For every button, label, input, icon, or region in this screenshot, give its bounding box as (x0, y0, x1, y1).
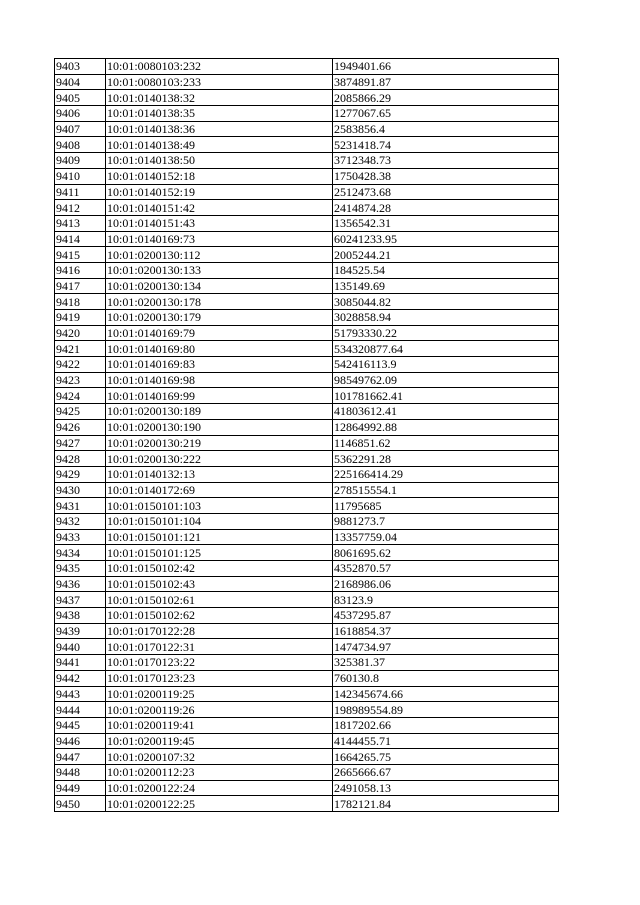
value-cell: 5362291.28 (333, 451, 559, 467)
value-cell: 760130.8 (333, 670, 559, 686)
table-row (55, 153, 559, 169)
row-number-cell: 9439 (55, 623, 106, 639)
table-row (55, 215, 559, 231)
table-row (55, 121, 559, 137)
row-number-cell: 9433 (55, 529, 106, 545)
table-row (55, 372, 559, 388)
row-number-cell: 9420 (55, 325, 106, 341)
cadastral-number-cell: 10:01:0200130:112 (106, 247, 333, 263)
table-row (55, 357, 559, 373)
row-number-cell: 9442 (55, 670, 106, 686)
cadastral-number-cell: 10:01:0140169:98 (106, 372, 333, 388)
row-number-cell: 9408 (55, 137, 106, 153)
table-row (55, 184, 559, 200)
cadastral-number-cell: 10:01:0150102:62 (106, 608, 333, 624)
value-cell: 534320877.64 (333, 341, 559, 357)
value-cell: 1277067.65 (333, 106, 559, 122)
value-cell: 1618854.37 (333, 623, 559, 639)
row-number-cell: 9426 (55, 419, 106, 435)
value-cell: 3874891.87 (333, 74, 559, 90)
cadastral-number-cell: 10:01:0140138:35 (106, 106, 333, 122)
row-number-cell: 9445 (55, 717, 106, 733)
table-row (55, 796, 559, 812)
cadastral-number-cell: 10:01:0140132:13 (106, 466, 333, 482)
cadastral-number-cell: 10:01:0170122:28 (106, 623, 333, 639)
cadastral-number-cell: 10:01:0200130:133 (106, 262, 333, 278)
data-table (54, 58, 559, 812)
table-row (55, 576, 559, 592)
table-row (55, 655, 559, 671)
value-cell: 5231418.74 (333, 137, 559, 153)
table-row (55, 451, 559, 467)
table-row (55, 670, 559, 686)
value-cell: 2665666.67 (333, 764, 559, 780)
cadastral-number-cell: 10:01:0200130:179 (106, 310, 333, 326)
table-row (55, 341, 559, 357)
row-number-cell: 9419 (55, 310, 106, 326)
value-cell: 8061695.62 (333, 545, 559, 561)
table-row (55, 764, 559, 780)
table-row (55, 702, 559, 718)
table-row (55, 498, 559, 514)
row-number-cell: 9406 (55, 106, 106, 122)
table-row (55, 325, 559, 341)
row-number-cell: 9449 (55, 780, 106, 796)
table-row (55, 262, 559, 278)
row-number-cell: 9412 (55, 200, 106, 216)
value-cell: 1664265.75 (333, 749, 559, 765)
row-number-cell: 9405 (55, 90, 106, 106)
value-cell: 4352870.57 (333, 561, 559, 577)
cadastral-number-cell: 10:01:0170122:31 (106, 639, 333, 655)
cadastral-number-cell: 10:01:0200130:178 (106, 294, 333, 310)
cadastral-number-cell: 10:01:0170123:22 (106, 655, 333, 671)
cadastral-number-cell: 10:01:0200130:190 (106, 419, 333, 435)
table-row (55, 90, 559, 106)
value-cell: 278515554.1 (333, 482, 559, 498)
value-cell: 9881273.7 (333, 513, 559, 529)
cadastral-number-cell: 10:01:0150102:42 (106, 561, 333, 577)
value-cell: 198989554.89 (333, 702, 559, 718)
cadastral-number-cell: 10:01:0140152:18 (106, 168, 333, 184)
cadastral-number-cell: 10:01:0140151:42 (106, 200, 333, 216)
row-number-cell: 9409 (55, 153, 106, 169)
cadastral-number-cell: 10:01:0140151:43 (106, 215, 333, 231)
value-cell: 1782121.84 (333, 796, 559, 812)
cadastral-number-cell: 10:01:0080103:232 (106, 59, 333, 75)
row-number-cell: 9421 (55, 341, 106, 357)
cadastral-number-cell: 10:01:0150102:61 (106, 592, 333, 608)
row-number-cell: 9429 (55, 466, 106, 482)
table-row (55, 466, 559, 482)
row-number-cell: 9428 (55, 451, 106, 467)
cadastral-number-cell: 10:01:0170123:23 (106, 670, 333, 686)
table-row (55, 545, 559, 561)
value-cell: 1817202.66 (333, 717, 559, 733)
value-cell: 4144455.71 (333, 733, 559, 749)
row-number-cell: 9414 (55, 231, 106, 247)
value-cell: 225166414.29 (333, 466, 559, 482)
cadastral-number-cell: 10:01:0200119:45 (106, 733, 333, 749)
value-cell: 3712348.73 (333, 153, 559, 169)
cadastral-number-cell: 10:01:0140138:50 (106, 153, 333, 169)
table-row (55, 780, 559, 796)
cadastral-number-cell: 10:01:0150101:125 (106, 545, 333, 561)
value-cell: 101781662.41 (333, 388, 559, 404)
value-cell: 11795685 (333, 498, 559, 514)
table-row (55, 247, 559, 263)
cadastral-number-cell: 10:01:0200130:222 (106, 451, 333, 467)
value-cell: 1146851.62 (333, 435, 559, 451)
table-row (55, 686, 559, 702)
row-number-cell: 9447 (55, 749, 106, 765)
row-number-cell: 9425 (55, 404, 106, 420)
value-cell: 98549762.09 (333, 372, 559, 388)
table-row (55, 623, 559, 639)
cadastral-number-cell: 10:01:0150101:104 (106, 513, 333, 529)
cadastral-number-cell: 10:01:0140152:19 (106, 184, 333, 200)
cadastral-number-cell: 10:01:0140138:36 (106, 121, 333, 137)
row-number-cell: 9431 (55, 498, 106, 514)
table-row (55, 608, 559, 624)
cadastral-number-cell: 10:01:0140138:32 (106, 90, 333, 106)
cadastral-number-cell: 10:01:0140169:80 (106, 341, 333, 357)
cadastral-number-cell: 10:01:0200107:32 (106, 749, 333, 765)
cadastral-number-cell: 10:01:0200130:189 (106, 404, 333, 420)
value-cell: 1750428.38 (333, 168, 559, 184)
table-row (55, 717, 559, 733)
row-number-cell: 9448 (55, 764, 106, 780)
table-row (55, 59, 559, 75)
cadastral-number-cell: 10:01:0150101:121 (106, 529, 333, 545)
cadastral-number-cell: 10:01:0200130:219 (106, 435, 333, 451)
cadastral-number-cell: 10:01:0140169:79 (106, 325, 333, 341)
table-row (55, 310, 559, 326)
row-number-cell: 9440 (55, 639, 106, 655)
row-number-cell: 9410 (55, 168, 106, 184)
row-number-cell: 9437 (55, 592, 106, 608)
cadastral-number-cell: 10:01:0200130:134 (106, 278, 333, 294)
value-cell: 2583856.4 (333, 121, 559, 137)
table-row (55, 592, 559, 608)
table-row (55, 529, 559, 545)
value-cell: 3085044.82 (333, 294, 559, 310)
cadastral-number-cell: 10:01:0200122:25 (106, 796, 333, 812)
row-number-cell: 9438 (55, 608, 106, 624)
value-cell: 83123.9 (333, 592, 559, 608)
value-cell: 2005244.21 (333, 247, 559, 263)
row-number-cell: 9444 (55, 702, 106, 718)
cadastral-number-cell: 10:01:0150101:103 (106, 498, 333, 514)
row-number-cell: 9436 (55, 576, 106, 592)
table-row (55, 561, 559, 577)
value-cell: 1356542.31 (333, 215, 559, 231)
table-row (55, 404, 559, 420)
cadastral-number-cell: 10:01:0200112:23 (106, 764, 333, 780)
value-cell: 2491058.13 (333, 780, 559, 796)
value-cell: 1474734.97 (333, 639, 559, 655)
row-number-cell: 9430 (55, 482, 106, 498)
value-cell: 2168986.06 (333, 576, 559, 592)
value-cell: 13357759.04 (333, 529, 559, 545)
value-cell: 542416113.9 (333, 357, 559, 373)
cadastral-number-cell: 10:01:0140138:49 (106, 137, 333, 153)
table-row (55, 200, 559, 216)
row-number-cell: 9446 (55, 733, 106, 749)
row-number-cell: 9423 (55, 372, 106, 388)
row-number-cell: 9422 (55, 357, 106, 373)
table-row (55, 168, 559, 184)
value-cell: 142345674.66 (333, 686, 559, 702)
row-number-cell: 9450 (55, 796, 106, 812)
row-number-cell: 9415 (55, 247, 106, 263)
row-number-cell: 9424 (55, 388, 106, 404)
value-cell: 2512473.68 (333, 184, 559, 200)
row-number-cell: 9418 (55, 294, 106, 310)
table-row (55, 137, 559, 153)
table-row (55, 388, 559, 404)
row-number-cell: 9435 (55, 561, 106, 577)
table-row (55, 482, 559, 498)
row-number-cell: 9434 (55, 545, 106, 561)
cadastral-number-cell: 10:01:0140169:83 (106, 357, 333, 373)
row-number-cell: 9403 (55, 59, 106, 75)
row-number-cell: 9427 (55, 435, 106, 451)
value-cell: 1949401.66 (333, 59, 559, 75)
cadastral-number-cell: 10:01:0080103:233 (106, 74, 333, 90)
table-row (55, 231, 559, 247)
table-row (55, 513, 559, 529)
row-number-cell: 9432 (55, 513, 106, 529)
value-cell: 2085866.29 (333, 90, 559, 106)
cadastral-number-cell: 10:01:0200122:24 (106, 780, 333, 796)
table-row (55, 733, 559, 749)
table-body (55, 59, 559, 812)
cadastral-number-cell: 10:01:0200119:41 (106, 717, 333, 733)
value-cell: 135149.69 (333, 278, 559, 294)
cadastral-number-cell: 10:01:0140169:99 (106, 388, 333, 404)
row-number-cell: 9407 (55, 121, 106, 137)
cadastral-number-cell: 10:01:0150102:43 (106, 576, 333, 592)
row-number-cell: 9411 (55, 184, 106, 200)
table-row (55, 639, 559, 655)
table-row (55, 294, 559, 310)
table-row (55, 419, 559, 435)
cadastral-number-cell: 10:01:0140169:73 (106, 231, 333, 247)
value-cell: 51793330.22 (333, 325, 559, 341)
table-row (55, 106, 559, 122)
value-cell: 2414874.28 (333, 200, 559, 216)
row-number-cell: 9443 (55, 686, 106, 702)
row-number-cell: 9416 (55, 262, 106, 278)
value-cell: 184525.54 (333, 262, 559, 278)
row-number-cell: 9413 (55, 215, 106, 231)
cadastral-number-cell: 10:01:0200119:25 (106, 686, 333, 702)
row-number-cell: 9441 (55, 655, 106, 671)
value-cell: 41803612.41 (333, 404, 559, 420)
cadastral-number-cell: 10:01:0200119:26 (106, 702, 333, 718)
value-cell: 12864992.88 (333, 419, 559, 435)
row-number-cell: 9404 (55, 74, 106, 90)
value-cell: 60241233.95 (333, 231, 559, 247)
value-cell: 325381.37 (333, 655, 559, 671)
table-row (55, 278, 559, 294)
cadastral-number-cell: 10:01:0140172:69 (106, 482, 333, 498)
table-row (55, 435, 559, 451)
table-row (55, 749, 559, 765)
table-row (55, 74, 559, 90)
value-cell: 4537295.87 (333, 608, 559, 624)
value-cell: 3028858.94 (333, 310, 559, 326)
row-number-cell: 9417 (55, 278, 106, 294)
